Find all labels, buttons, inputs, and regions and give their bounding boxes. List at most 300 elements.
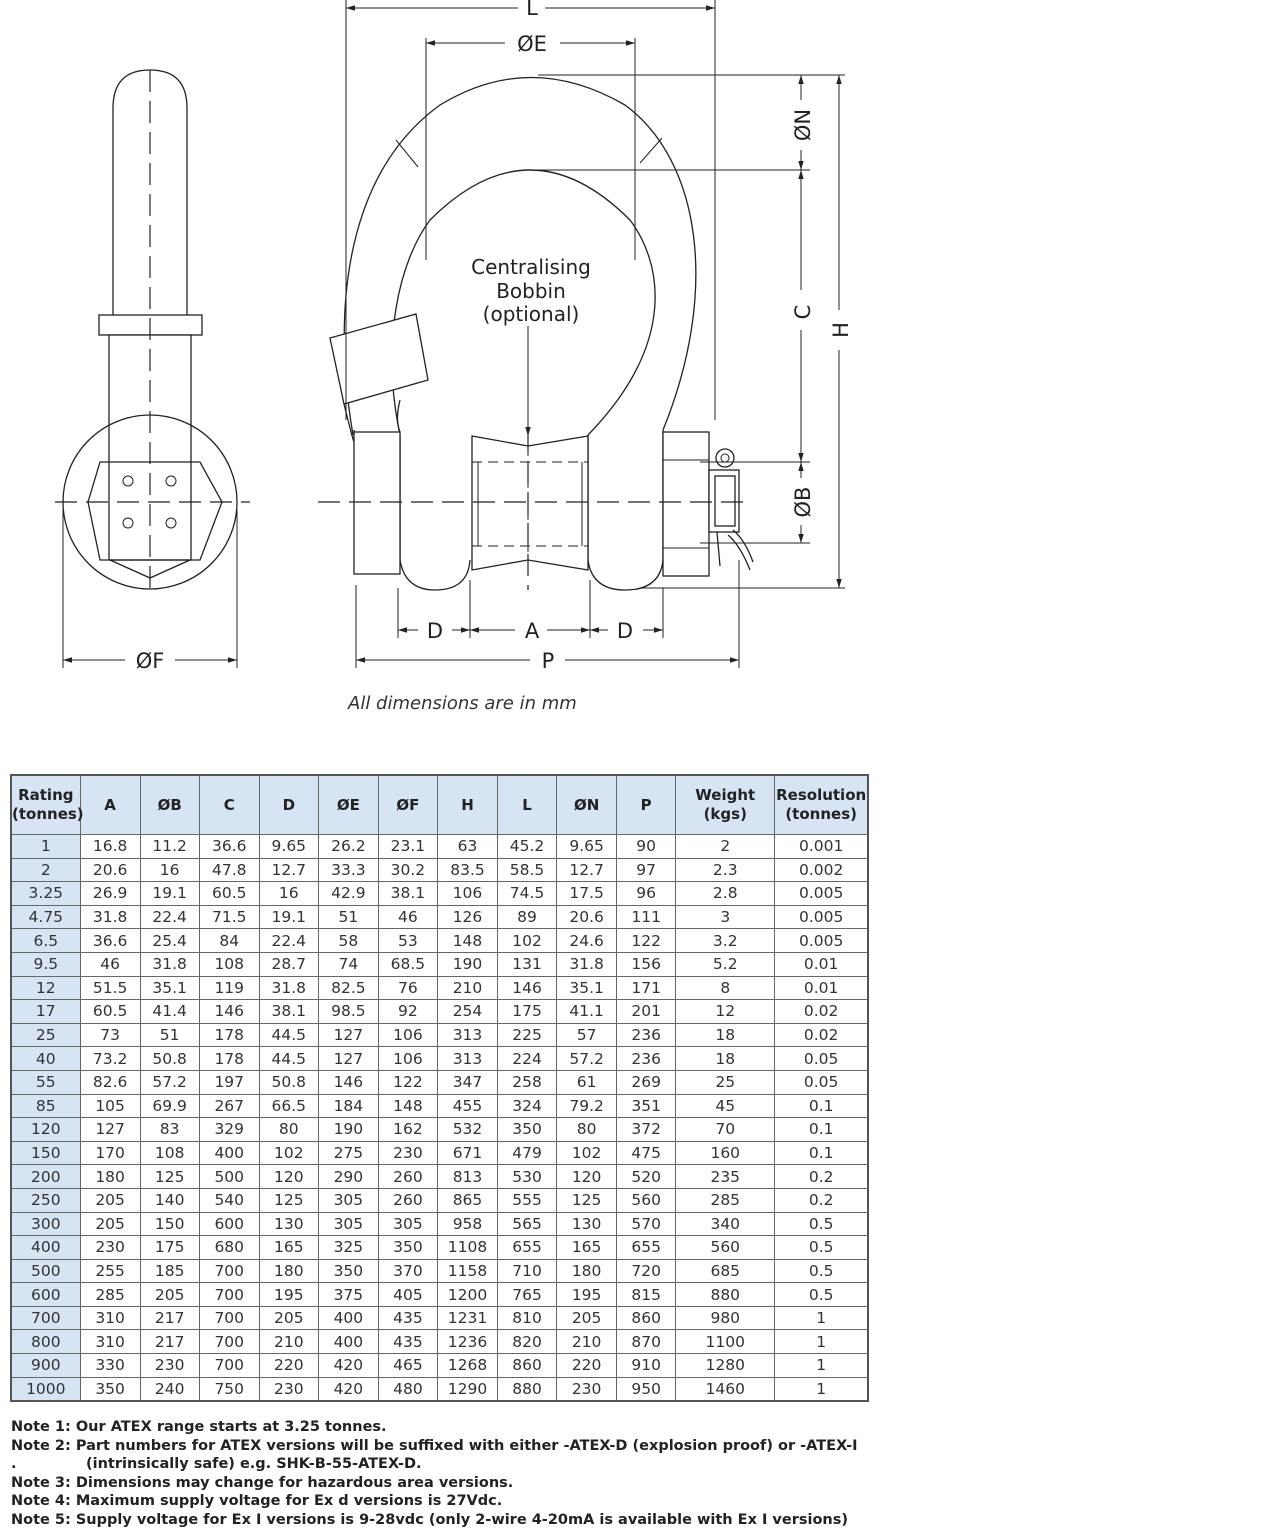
table-cell: 351 [617,1094,676,1118]
table-cell: 0.05 [775,1047,868,1071]
table-cell: 35.1 [140,976,199,1000]
table-cell: 178 [199,1023,259,1047]
table-cell: 236 [617,1023,676,1047]
rating-cell: 3.25 [11,882,80,906]
dim-C-label: C [791,304,815,320]
table-cell: 50.8 [259,1070,318,1094]
rating-cell: 1000 [11,1377,80,1401]
table-cell: 120 [557,1165,617,1189]
table-cell: 267 [199,1094,259,1118]
table-cell: 131 [498,952,557,976]
note-1: Note 1: Our ATEX range starts at 3.25 tonnes. [11,1419,387,1435]
rating-cell: 2 [11,858,80,882]
table-cell: 310 [80,1306,140,1330]
dim-B-label: ØB [791,486,815,518]
table-cell: 58 [318,929,378,953]
table-cell: 146 [199,1000,259,1024]
column-header [140,775,199,835]
table-row [11,929,868,953]
table-cell: 19.1 [259,905,318,929]
rating-cell: 12 [11,976,80,1000]
bobbin-label-line2: Bobbin [496,279,566,303]
table-cell: 195 [259,1283,318,1307]
table-row [11,1000,868,1024]
table-cell: 313 [437,1047,497,1071]
table-cell: 685 [676,1259,775,1283]
table-cell: 860 [617,1306,676,1330]
column-header-line: Weight [695,786,756,804]
table-cell: 217 [140,1330,199,1354]
table-cell: 9.65 [259,835,318,859]
rating-cell: 300 [11,1212,80,1236]
table-cell: 11.2 [140,835,199,859]
table-row [11,882,868,906]
table-cell: 76 [378,976,437,1000]
table-cell: 820 [498,1330,557,1354]
note-4: Note 4: Maximum supply voltage for Ex d versions is 27Vdc. [11,1493,503,1510]
column-header-line: Resolution [776,786,867,804]
table-cell: 347 [437,1070,497,1094]
table-cell: 41.1 [557,1000,617,1024]
table-cell: 31.8 [259,976,318,1000]
table-cell: 350 [318,1259,378,1283]
table-cell: 156 [617,952,676,976]
table-cell: 532 [437,1118,497,1142]
table-cell: 126 [437,905,497,929]
table-cell: 31.8 [80,905,140,929]
table-cell: 285 [676,1188,775,1212]
table-cell: 950 [617,1377,676,1401]
table-cell: 130 [557,1212,617,1236]
table-cell: 45 [676,1094,775,1118]
rating-cell: 900 [11,1354,80,1378]
table-cell: 958 [437,1212,497,1236]
table-body [11,835,868,1402]
table-cell: 0.1 [775,1094,868,1118]
table-cell: 1460 [676,1377,775,1401]
table-cell: 475 [617,1141,676,1165]
table-cell: 31.8 [557,952,617,976]
table-cell: 9.65 [557,835,617,859]
table-cell: 180 [259,1259,318,1283]
table-row [11,1188,868,1212]
table-cell: 260 [378,1188,437,1212]
table-cell: 82.6 [80,1070,140,1094]
side-view [55,70,250,673]
table-cell: 97 [617,858,676,882]
table-cell: 33.3 [318,858,378,882]
table-cell: 0.2 [775,1165,868,1189]
table-cell: 1 [775,1354,868,1378]
table-cell: 16.8 [80,835,140,859]
table-cell: 150 [140,1212,199,1236]
table-cell: 22.4 [140,905,199,929]
table-cell: 230 [259,1377,318,1401]
table-cell: 125 [140,1165,199,1189]
table-cell: 165 [557,1236,617,1260]
rating-cell: 1 [11,835,80,859]
table-cell: 0.5 [775,1236,868,1260]
column-header [437,775,497,835]
table-cell: 400 [318,1330,378,1354]
table-cell: 217 [140,1306,199,1330]
table-cell: 8 [676,976,775,1000]
column-header-line: (kgs) [703,805,747,823]
table-cell: 225 [498,1023,557,1047]
table-cell: 26.2 [318,835,378,859]
table-cell: 0.5 [775,1212,868,1236]
table-cell: 46 [80,952,140,976]
table-row [11,1165,868,1189]
table-cell: 455 [437,1094,497,1118]
table-cell: 420 [318,1377,378,1401]
table-cell: 84 [199,929,259,953]
column-header-line: (tonnes) [785,805,857,823]
table-cell: 140 [140,1188,199,1212]
table-cell: 105 [80,1094,140,1118]
dim-A-label: A [524,619,540,643]
table-cell: 405 [378,1283,437,1307]
table-cell: 16 [140,858,199,882]
column-header-line: C [223,795,235,814]
table-cell: 310 [80,1330,140,1354]
rating-cell: 6.5 [11,929,80,953]
table-cell: 0.002 [775,858,868,882]
note-3: Note 3: Dimensions may change for hazardous area versions. [11,1474,514,1491]
dim-L-label: L [526,0,538,20]
table-cell: 720 [617,1259,676,1283]
table-cell: 700 [199,1283,259,1307]
table-cell: 42.9 [318,882,378,906]
dim-F-label: ØF [135,649,165,673]
table-cell: 195 [557,1283,617,1307]
table-cell: 74.5 [498,882,557,906]
column-header-line: L [522,795,532,814]
table-row [11,1330,868,1354]
table-row [11,1212,868,1236]
table-cell: 96 [617,882,676,906]
table-row [11,1047,868,1071]
table-cell: 89 [498,905,557,929]
table-cell: 80 [259,1118,318,1142]
table-cell: 69.9 [140,1094,199,1118]
dimensions-table [10,774,869,1402]
table-cell: 108 [140,1141,199,1165]
column-header [617,775,676,835]
table-cell: 3.2 [676,929,775,953]
table-cell: 230 [80,1236,140,1260]
table-cell: 530 [498,1165,557,1189]
table-cell: 25 [676,1070,775,1094]
table-cell: 61 [557,1070,617,1094]
table-cell: 350 [498,1118,557,1142]
table-cell: 860 [498,1354,557,1378]
table-cell: 165 [259,1236,318,1260]
table-cell: 205 [140,1283,199,1307]
table-cell: 26.9 [80,882,140,906]
table-cell: 180 [80,1165,140,1189]
column-header-line: Rating [18,786,74,804]
table-cell: 45.2 [498,835,557,859]
table-cell: 60.5 [80,1000,140,1024]
rating-cell: 800 [11,1330,80,1354]
rating-cell: 40 [11,1047,80,1071]
table-cell: 350 [378,1236,437,1260]
table-cell: 1200 [437,1283,497,1307]
table-cell: 197 [199,1070,259,1094]
table-cell: 22.4 [259,929,318,953]
table-cell: 63 [437,835,497,859]
table-cell: 201 [617,1000,676,1024]
table-cell: 0.5 [775,1259,868,1283]
table-cell: 1158 [437,1259,497,1283]
table-row [11,952,868,976]
rating-cell: 17 [11,1000,80,1024]
table-cell: 98.5 [318,1000,378,1024]
table-cell: 127 [318,1023,378,1047]
column-header [557,775,617,835]
table-cell: 102 [498,929,557,953]
table-cell: 880 [498,1377,557,1401]
table-cell: 500 [199,1165,259,1189]
table-cell: 655 [617,1236,676,1260]
table-cell: 53 [378,929,437,953]
table-cell: 813 [437,1165,497,1189]
table-cell: 125 [557,1188,617,1212]
table-cell: 83.5 [437,858,497,882]
table-cell: 18 [676,1023,775,1047]
table-cell: 160 [676,1141,775,1165]
table-cell: 25.4 [140,929,199,953]
table-cell: 122 [617,929,676,953]
table-cell: 190 [437,952,497,976]
note-2-dot: . [11,1456,17,1473]
table-cell: 540 [199,1188,259,1212]
table-cell: 1 [775,1377,868,1401]
table-cell: 0.005 [775,882,868,906]
table-row [11,1306,868,1330]
column-header-line: ØB [157,795,182,814]
table-cell: 2.8 [676,882,775,906]
table-cell: 815 [617,1283,676,1307]
dim-E-label: ØE [517,32,547,56]
table-cell: 205 [80,1188,140,1212]
table-cell: 1290 [437,1377,497,1401]
table-cell: 19.1 [140,882,199,906]
table-cell: 680 [199,1236,259,1260]
rating-cell: 600 [11,1283,80,1307]
shackle-drawing [0,0,1272,740]
table-cell: 560 [676,1236,775,1260]
table-cell: 0.02 [775,1023,868,1047]
table-cell: 700 [199,1330,259,1354]
table-cell: 765 [498,1283,557,1307]
column-header [199,775,259,835]
table-cell: 83 [140,1118,199,1142]
table-cell: 1280 [676,1354,775,1378]
table-cell: 570 [617,1212,676,1236]
table-cell: 235 [676,1165,775,1189]
table-cell: 20.6 [557,905,617,929]
column-header-line: (tonnes) [12,805,84,823]
table-cell: 146 [318,1070,378,1094]
table-cell: 258 [498,1070,557,1094]
table-cell: 236 [617,1047,676,1071]
table-cell: 146 [498,976,557,1000]
table-cell: 810 [498,1306,557,1330]
column-header [80,775,140,835]
table-row [11,1259,868,1283]
table-cell: 220 [557,1354,617,1378]
table-cell: 880 [676,1283,775,1307]
note-2-continued [11,1455,1261,1474]
rating-cell: 85 [11,1094,80,1118]
table-cell: 479 [498,1141,557,1165]
table-cell: 700 [199,1354,259,1378]
table-cell: 1 [775,1330,868,1354]
table-cell: 66.5 [259,1094,318,1118]
table-cell: 46 [378,905,437,929]
rating-cell: 500 [11,1259,80,1283]
table-cell: 50.8 [140,1047,199,1071]
dim-N-label: ØN [791,108,815,142]
table-cell: 58.5 [498,858,557,882]
table-cell: 210 [437,976,497,1000]
table-cell: 230 [378,1141,437,1165]
bobbin-label-line3: (optional) [482,302,580,326]
table-cell: 23.1 [378,835,437,859]
rating-cell: 55 [11,1070,80,1094]
table-cell: 47.8 [199,858,259,882]
table-row [11,1354,868,1378]
table-cell: 51 [140,1023,199,1047]
table-cell: 102 [259,1141,318,1165]
table-cell: 710 [498,1259,557,1283]
table-cell: 205 [259,1306,318,1330]
table-cell: 41.4 [140,1000,199,1024]
table-cell: 671 [437,1141,497,1165]
table-cell: 73 [80,1023,140,1047]
table-cell: 340 [676,1212,775,1236]
table-row [11,905,868,929]
table-cell: 1 [775,1306,868,1330]
table-cell: 330 [80,1354,140,1378]
table-cell: 190 [318,1118,378,1142]
table-cell: 30.2 [378,858,437,882]
table-cell: 480 [378,1377,437,1401]
dim-H-label: H [829,322,853,338]
table-cell: 3 [676,905,775,929]
table-cell: 400 [318,1306,378,1330]
column-header [498,775,557,835]
table-cell: 12.7 [259,858,318,882]
table-cell: 305 [318,1188,378,1212]
table-cell: 38.1 [259,1000,318,1024]
table-cell: 324 [498,1094,557,1118]
table-cell: 82.5 [318,976,378,1000]
table-cell: 68.5 [378,952,437,976]
table-cell: 305 [318,1212,378,1236]
table-row [11,1377,868,1401]
table-cell: 44.5 [259,1023,318,1047]
table-cell: 0.2 [775,1188,868,1212]
dim-P-label: P [541,649,555,673]
table-cell: 162 [378,1118,437,1142]
table-cell: 148 [437,929,497,953]
table-cell: 106 [378,1047,437,1071]
table-cell: 38.1 [378,882,437,906]
table-cell: 1108 [437,1236,497,1260]
table-cell: 329 [199,1118,259,1142]
table-cell: 275 [318,1141,378,1165]
table-cell: 1236 [437,1330,497,1354]
table-cell: 700 [199,1259,259,1283]
table-cell: 175 [498,1000,557,1024]
table-cell: 148 [378,1094,437,1118]
table-cell: 269 [617,1070,676,1094]
table-cell: 520 [617,1165,676,1189]
table-cell: 240 [140,1377,199,1401]
table-cell: 910 [617,1354,676,1378]
table-cell: 0.01 [775,976,868,1000]
table-cell: 372 [617,1118,676,1142]
units-note: All dimensions are in mm [348,693,577,714]
table-cell: 111 [617,905,676,929]
notes-block [11,1418,1261,1530]
table-cell: 60.5 [199,882,259,906]
table-cell: 18 [676,1047,775,1071]
table-cell: 125 [259,1188,318,1212]
table-cell: 210 [557,1330,617,1354]
table-cell: 127 [80,1118,140,1142]
table-cell: 57.2 [140,1070,199,1094]
front-view [318,0,853,673]
table-cell: 230 [140,1354,199,1378]
table-cell: 35.1 [557,976,617,1000]
table-cell: 325 [318,1236,378,1260]
table-cell: 0.005 [775,905,868,929]
column-header-line: D [282,795,296,814]
table-row [11,1070,868,1094]
column-header-line: ØE [336,795,360,814]
table-cell: 254 [437,1000,497,1024]
table-cell: 184 [318,1094,378,1118]
column-header [676,775,775,835]
rating-cell: 120 [11,1118,80,1142]
table-cell: 700 [199,1306,259,1330]
table-cell: 230 [557,1377,617,1401]
column-header-line: P [640,795,652,814]
table-cell: 435 [378,1306,437,1330]
table-row [11,835,868,859]
rating-cell: 700 [11,1306,80,1330]
column-header [259,775,318,835]
table-cell: 24.6 [557,929,617,953]
column-header [318,775,378,835]
table-cell: 12 [676,1000,775,1024]
table-cell: 51 [318,905,378,929]
table-cell: 70 [676,1118,775,1142]
table-cell: 220 [259,1354,318,1378]
dim-D-right-label: D [616,619,634,643]
table-cell: 80 [557,1118,617,1142]
table-cell: 555 [498,1188,557,1212]
table-cell: 2 [676,835,775,859]
table-cell: 0.01 [775,952,868,976]
column-header-line: H [461,795,474,814]
table-cell: 224 [498,1047,557,1071]
rating-cell: 250 [11,1188,80,1212]
